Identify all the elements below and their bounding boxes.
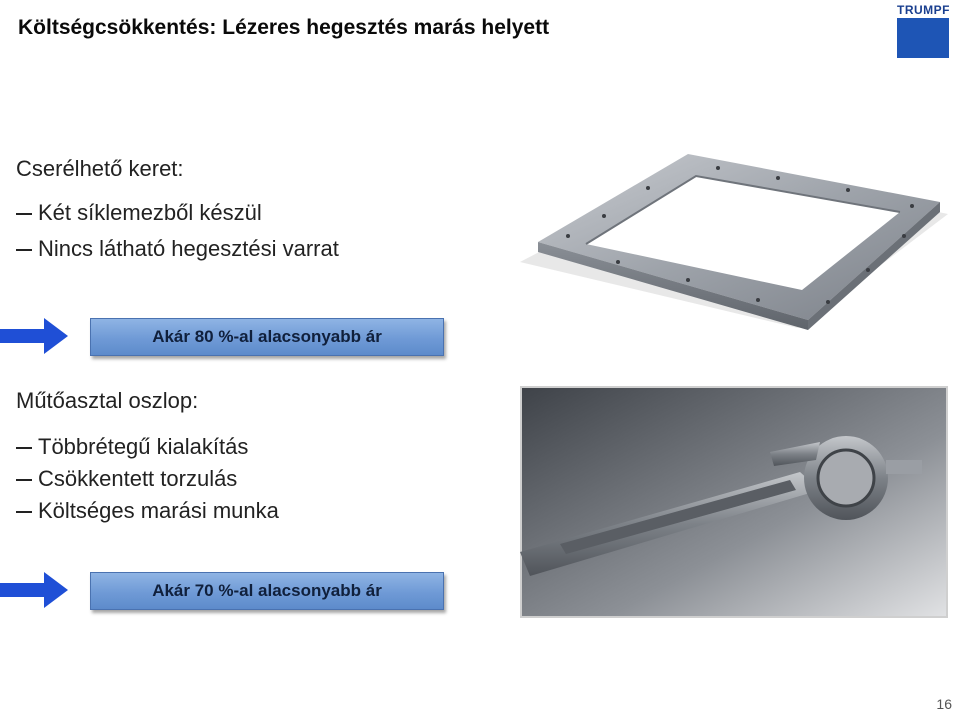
section2-callout: Akár 70 %-al alacsonyabb ár <box>90 572 444 610</box>
page-number: 16 <box>936 696 952 712</box>
section1-heading: Cserélhető keret: <box>16 156 184 181</box>
logo-square <box>897 18 949 58</box>
slide-title: Költségcsökkentés: Lézeres hegesztés marás helyett <box>18 16 550 39</box>
section2-bullet-1: Többrétegű kialakítás <box>16 434 248 460</box>
section2-bullet-2: Csökkentett torzulás <box>16 466 237 492</box>
section1-callout: Akár 80 %-al alacsonyabb ár <box>90 318 444 356</box>
arrow-right-icon <box>0 316 68 356</box>
frame-image <box>508 150 948 340</box>
arrow-right-icon <box>0 570 68 610</box>
section2-heading: Műtőasztal oszlop: <box>16 388 199 413</box>
section1-bullet-1: Két síklemezből készül <box>16 200 262 226</box>
section1-bullet-2: Nincs látható hegesztési varrat <box>16 236 339 262</box>
logo-text: TRUMPF <box>897 3 950 17</box>
trumpf-logo <box>893 2 957 60</box>
part-image <box>520 386 948 618</box>
section2-bullet-3: Költséges marási munka <box>16 498 279 524</box>
